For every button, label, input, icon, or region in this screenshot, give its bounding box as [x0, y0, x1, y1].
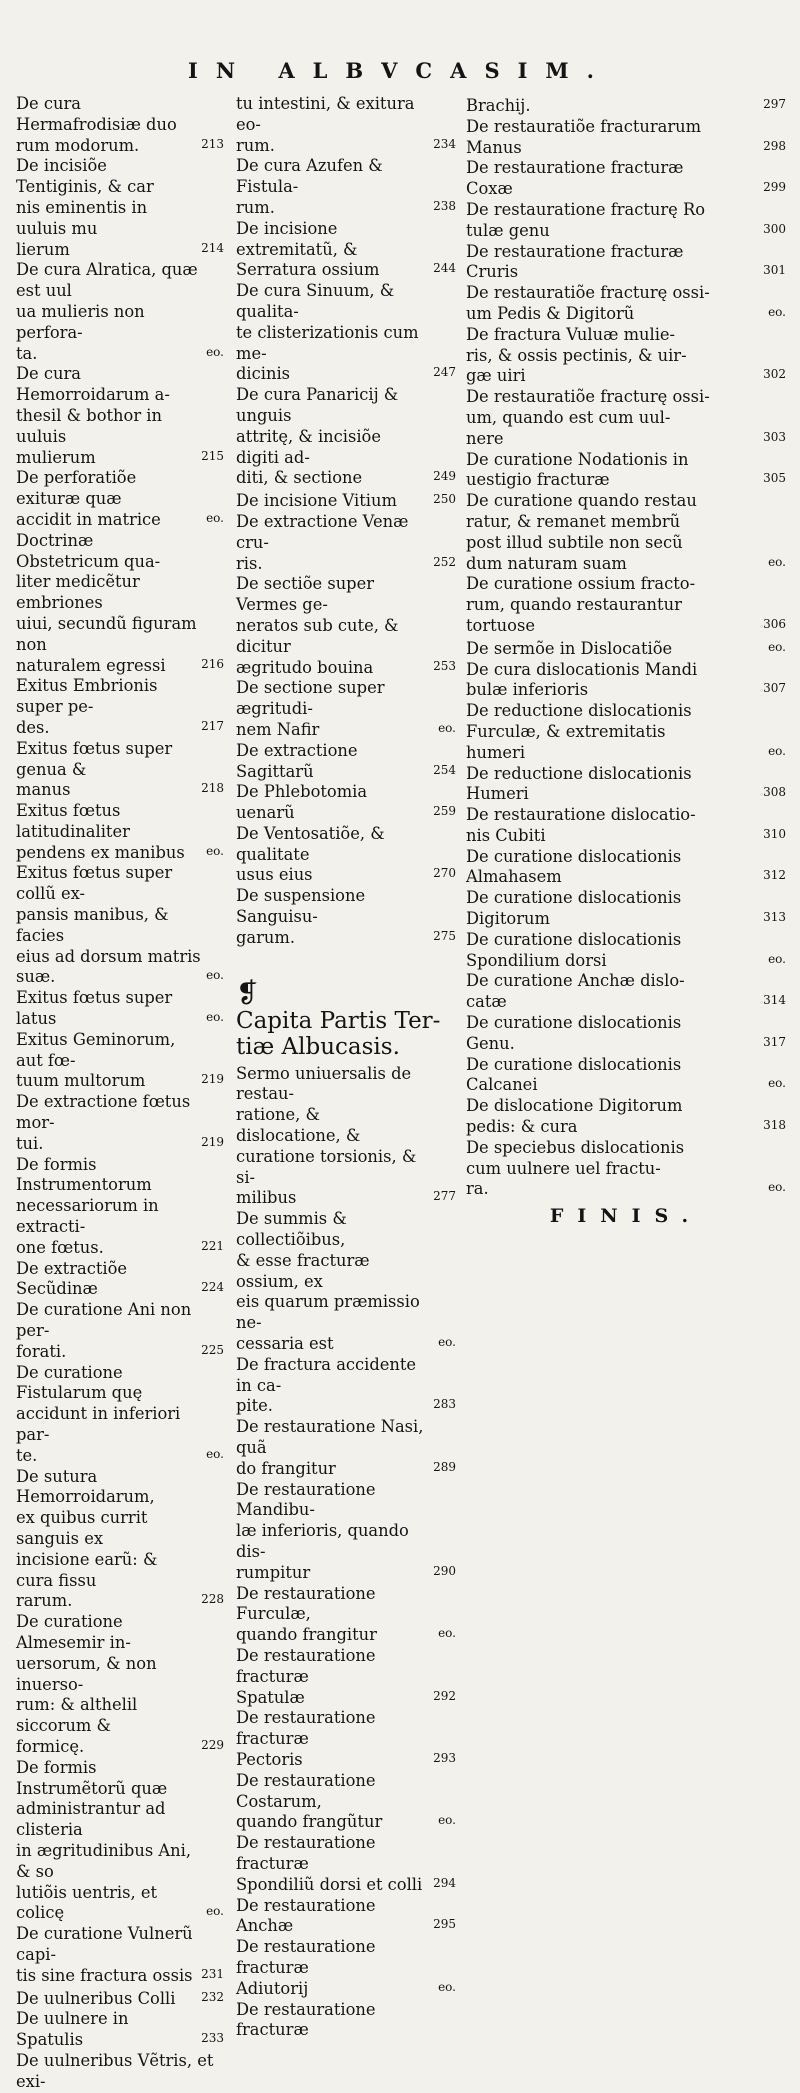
- index-entry: [16, 2009, 224, 2051]
- index-entry: [236, 156, 456, 218]
- entry-page-number: eo.: [768, 951, 786, 966]
- index-entry: [236, 1064, 456, 1210]
- entry-page-number: eo.: [768, 304, 786, 319]
- index-entry: [16, 739, 224, 801]
- index-entry: [16, 1924, 224, 1986]
- entry-page-number: 224: [201, 1280, 224, 1295]
- entry-page-number: eo.: [438, 1626, 456, 1641]
- index-entry: [466, 1055, 786, 1097]
- entry-page-number: 313: [763, 910, 786, 925]
- entry-title: De curatione Almesemir in- uersorum, & non inuerso- rum: & althelil siccorum & formicę.: [16, 1612, 157, 1756]
- index-entry: [16, 1155, 224, 1259]
- entry-title: De curatione ossium fracto- rum, quando restaurantur tortuose: [466, 574, 696, 635]
- index-entry: [236, 1833, 456, 1895]
- entry-page-number: eo.: [206, 968, 224, 983]
- entry-title: De cura Hemorroidarum a- thesil & bothor in uuluis mulierum: [16, 364, 170, 467]
- entry-title: De cura Panaricij & unguis attritę, & incisiõe digiti ad- diti, & sectione: [236, 385, 399, 488]
- entry-title: De restauratione Nasi, quã do frangitur: [236, 1417, 424, 1478]
- entry-page-number: eo.: [768, 554, 786, 569]
- entry-page-number: 270: [433, 866, 456, 881]
- entry-page-number: eo.: [438, 1813, 456, 1828]
- entry-page-number: 219: [201, 1072, 224, 1087]
- entry-page-number: 310: [763, 826, 786, 841]
- index-entry: [16, 863, 224, 988]
- entry-title: De curatione Vulnerũ capi- tis sine fractura ossis: [16, 1924, 193, 1985]
- entry-page-number: 293: [433, 1750, 456, 1765]
- index-entry: [236, 1584, 456, 1646]
- entry-page-number: 295: [433, 1917, 456, 1932]
- entry-title: De sectione super ægritudi- nem Nafir: [236, 678, 385, 739]
- entry-title: De incisione extremitatũ, & Serratura ossium: [236, 218, 380, 280]
- index-entry: [466, 158, 786, 200]
- entry-page-number: 215: [201, 448, 224, 463]
- index-entry: [466, 971, 786, 1013]
- entry-title: De speciebus dislocationis cum uulnere uel fractu- ra.: [466, 1137, 685, 1199]
- index-entry: [466, 200, 786, 242]
- entry-title: De restauratione fracturæ Coxæ: [466, 158, 684, 199]
- index-entry: [466, 491, 786, 574]
- entry-title: Doctrinæ Obstetricum qua- liter medicẽtur embriones uiui, secundũ figuram non naturalem egressi: [16, 530, 197, 675]
- entry-title: Exitus Embrionis super pe- des.: [16, 676, 158, 737]
- index-entry: [236, 1417, 456, 1479]
- entry-page-number: 219: [201, 1134, 224, 1149]
- index-entry: [466, 701, 786, 763]
- entry-title: tu intestini, & exitura eo- rum.: [236, 94, 415, 155]
- entry-title: De extractiõe Secũdinæ: [16, 1258, 128, 1299]
- entry-page-number: 294: [433, 1875, 456, 1890]
- entry-page-number: 217: [201, 718, 224, 733]
- index-entry: [466, 1096, 786, 1138]
- index-entry: [236, 489, 456, 512]
- entry-page-number: eo.: [438, 1979, 456, 1994]
- entry-title: De restauratiõe fracturę ossi- um, quando est cum uul- nere: [466, 387, 710, 448]
- index-entry: [16, 676, 224, 738]
- entry-page-number: 283: [433, 1397, 456, 1412]
- entry-title: De restauratione Mandibu- læ inferioris, quando dis- rumpitur: [236, 1479, 409, 1582]
- index-entry: [236, 2000, 456, 2042]
- entry-title: Exitus fœtus super genua & manus: [16, 738, 173, 800]
- index-entry: [466, 847, 786, 889]
- entry-page-number: eo.: [206, 1010, 224, 1025]
- entry-title: De restauratione Costarum, quando frangũtur: [236, 1770, 383, 1832]
- index-entry: [466, 325, 786, 387]
- entry-title: De extractione fœtus mor- tui.: [16, 1092, 191, 1153]
- index-entry: [466, 242, 786, 284]
- entry-page-number: eo.: [438, 1335, 456, 1350]
- entry-title: De restauratione fracturæ Spatulæ: [236, 1645, 376, 1707]
- entry-title: De fractura accidente in ca- pite.: [236, 1354, 417, 1416]
- index-entry: [236, 782, 456, 824]
- entry-page-number: 254: [433, 762, 456, 777]
- index-entry: [16, 468, 224, 530]
- entry-page-number: 233: [201, 2031, 224, 2046]
- entry-page-number: 231: [201, 1966, 224, 1981]
- entry-page-number: 238: [433, 198, 456, 213]
- entry-title: De uulnere in Spatulis: [16, 2009, 129, 2050]
- entry-title: De curatione Ani non per- forati.: [16, 1300, 192, 1361]
- entry-page-number: 290: [433, 1563, 456, 1578]
- index-entry: [16, 801, 224, 863]
- entry-title: De uulneribus Colli: [16, 1988, 176, 2008]
- index-entry: [16, 1467, 224, 1613]
- index-entry: [236, 219, 456, 281]
- entry-title: De curatione dislocationis Calcanei: [466, 1054, 682, 1095]
- entry-title: De restauratione fracturæ Spondiliũ dorsi et colli: [236, 1833, 423, 1894]
- entry-title: De dislocatione Digitorum pedis: & cura: [466, 1096, 683, 1137]
- entry-page-number: 247: [433, 365, 456, 380]
- entry-title: De curatione quando restau ratur, & remanet membrũ post illud subtile non secũ dum naturam suam: [466, 491, 697, 573]
- entry-title: De restauratiõe fracturę ossi- um Pedis & Digitorũ: [466, 283, 710, 323]
- index-entry: [236, 1771, 456, 1833]
- entry-page-number: eo.: [206, 1446, 224, 1461]
- entry-page-number: 252: [433, 554, 456, 569]
- index-entry: [236, 94, 456, 156]
- entry-title: De incisione Vitium: [236, 491, 397, 511]
- index-entry: [16, 364, 224, 468]
- section-heading-text: Capita Partis Ter- tiæ Albucasis.: [236, 1007, 441, 1060]
- index-entry: [466, 1013, 786, 1055]
- index-entry: [236, 512, 456, 574]
- entry-page-number: 232: [201, 1989, 224, 2004]
- entry-title: Brachij.: [466, 96, 531, 115]
- index-entry: [236, 886, 456, 948]
- entry-page-number: 225: [201, 1342, 224, 1357]
- entry-title: De restauratiõe fracturarum Manus: [466, 116, 702, 157]
- index-entry: [16, 1300, 224, 1362]
- index-entry: [466, 930, 786, 972]
- entry-page-number: 306: [763, 616, 786, 631]
- index-entry: [16, 988, 224, 1030]
- index-entry: [466, 283, 786, 325]
- entry-page-number: 299: [763, 180, 786, 195]
- index-entry: [16, 1987, 224, 2010]
- entry-title: De sectiõe super Vermes ge- neratos sub cute, & dicitur ægritudo bouina: [236, 574, 399, 677]
- entry-title: De restauratione Anchæ: [236, 1895, 376, 1936]
- entry-page-number: 298: [763, 138, 786, 153]
- entry-page-number: 221: [201, 1238, 224, 1253]
- index-entry: [236, 741, 456, 783]
- index-entry: [16, 1030, 224, 1092]
- entry-page-number: 275: [433, 928, 456, 943]
- index-entry: [466, 660, 786, 702]
- entry-page-number: eo.: [768, 743, 786, 758]
- index-entry: [236, 1708, 456, 1770]
- entry-title: De extractione Sagittarũ: [236, 740, 358, 781]
- entry-title: De Phlebotomia uenarũ: [236, 782, 368, 823]
- entry-title: De extractione Venæ cru- ris.: [236, 511, 409, 573]
- entry-page-number: 214: [201, 240, 224, 255]
- entry-title: De curatione Fistularum quę accidunt in inferiori par- te.: [16, 1362, 181, 1465]
- entry-page-number: eo.: [206, 1904, 224, 1919]
- index-entry: [16, 1612, 224, 1758]
- index-entry: [466, 888, 786, 930]
- entry-title: De formis Instrumẽtorũ quæ administrantur ad clisteria in ægritudinibus Ani, & so lutiõis uentris, et colicę: [16, 1757, 191, 1923]
- paragraph-mark-icon: ❡: [236, 977, 259, 1009]
- index-entry: [16, 531, 224, 677]
- entry-page-number: 305: [763, 471, 786, 486]
- entry-title: De Ventosatiõe, & qualitate usus eius: [236, 823, 385, 885]
- entry-title: De summis & collectiõibus, & esse fracturæ ossium, ex eis quarum præmissio ne- cessaria est: [236, 1209, 420, 1354]
- entry-title: Exitus fœtus super latus: [16, 988, 173, 1029]
- entry-page-number: eo.: [206, 344, 224, 359]
- entry-page-number: 277: [433, 1189, 456, 1204]
- entry-page-number: 259: [433, 804, 456, 819]
- entry-title: Sermo uniuersalis de restau- ratione, & dislocatione, & curatione torsionis, & si- milibus: [236, 1063, 417, 1208]
- entry-title: De reductione dislocationis Furculæ, & extremitatis humeri: [466, 701, 692, 762]
- index-entry: [236, 385, 456, 489]
- entry-title: De restauratione fracturæ Adiutorij: [236, 1937, 376, 1998]
- entry-page-number: 303: [763, 429, 786, 444]
- entry-page-number: 318: [763, 1118, 786, 1133]
- entry-page-number: 297: [763, 97, 786, 111]
- entry-page-number: 301: [763, 263, 786, 278]
- entry-title: De cura Sinuum, & qualita- te clisterizationis cum me- dicinis: [236, 281, 419, 384]
- entry-title: De restauratione fracturę Ro tulæ genu: [466, 199, 706, 240]
- finis-mark: FINIS.: [549, 1205, 703, 1228]
- entry-page-number: 317: [763, 1034, 786, 1049]
- index-entry: [236, 678, 456, 740]
- entry-title: De curatione Nodationis in uestigio fracturæ: [466, 449, 689, 490]
- index-column-2-upper: [236, 94, 456, 949]
- entry-title: De curatione Anchæ dislo- catæ: [466, 971, 685, 1012]
- section-heading: [236, 955, 456, 1060]
- entry-title: De sermõe in Dislocatiõe: [466, 638, 673, 658]
- entry-page-number: 289: [433, 1459, 456, 1474]
- entry-page-number: 216: [201, 656, 224, 671]
- index-entry: [236, 1355, 456, 1417]
- entry-page-number: eo.: [768, 1076, 786, 1091]
- entry-title: De cura Hermafrodisiæ duo rum modorum.: [16, 94, 177, 155]
- index-entry: [466, 117, 786, 159]
- index-entry: [16, 2051, 224, 2093]
- entry-page-number: 308: [763, 785, 786, 800]
- entry-title: De restauratione dislocatio- nis Cubiti: [466, 805, 696, 845]
- index-entry: [466, 637, 786, 660]
- entry-page-number: 218: [201, 781, 224, 796]
- index-entry: [236, 1480, 456, 1584]
- entry-title: De curatione dislocationis Almahasem: [466, 846, 682, 887]
- entry-title: De uulneribus Vẽtris, et exi-: [16, 2050, 214, 2091]
- entry-page-number: 307: [763, 681, 786, 696]
- entry-title: De curatione dislocationis Digitorum: [466, 888, 682, 929]
- entry-page-number: 312: [763, 868, 786, 883]
- index-column-1: [16, 94, 224, 2093]
- index-entry: [466, 94, 786, 117]
- index-entry: [16, 156, 224, 260]
- entry-title: Exitus fœtus super collũ ex- pansis manibus, & facies eius ad dorsum matris suæ.: [16, 863, 201, 987]
- entry-title: De sutura Hemorroidarum, ex quibus currit sanguis ex incisione earũ: & cura fissu rarum.: [16, 1466, 158, 1611]
- entry-title: De cura Azufen & Fistula- rum.: [236, 156, 383, 217]
- index-entry: [16, 1363, 224, 1467]
- index-column-3: [466, 94, 786, 1227]
- entry-title: Exitus Geminorum, aut fœ- tuum multorum: [16, 1029, 176, 1091]
- index-entry: [466, 805, 786, 847]
- entry-title: De formis Instrumentorum necessariorum in extracti- one fœtus.: [16, 1154, 159, 1257]
- index-entry: [236, 824, 456, 886]
- entry-title: De suspensione Sanguisu- garum.: [236, 886, 366, 947]
- entry-page-number: 300: [763, 221, 786, 236]
- index-entry: [236, 1937, 456, 1999]
- index-entry: [16, 1259, 224, 1301]
- entry-title: De incisiõe Tentiginis, & car nis eminentis in uuluis mu lierum: [16, 156, 154, 259]
- index-entry: [16, 260, 224, 364]
- index-entry: [236, 574, 456, 678]
- index-column-2: [236, 94, 456, 2041]
- entry-title: De fractura Vuluæ mulie- ris, & ossis pectinis, & uir- gæ uiri: [466, 324, 687, 386]
- entry-title: De restauratione fracturæ: [236, 1999, 376, 2040]
- entry-page-number: 314: [763, 993, 786, 1008]
- entry-page-number: 244: [433, 261, 456, 276]
- index-entry: [16, 1758, 224, 1924]
- index-entry: [466, 574, 786, 636]
- entry-title: De perforatiõe exituræ quæ accidit in matrice: [16, 468, 161, 529]
- index-column-2-lower: [236, 1064, 456, 2041]
- entry-title: De restauratione fracturæ Pectoris: [236, 1708, 376, 1769]
- entry-title: De cura dislocationis Mandi bulæ inferioris: [466, 659, 698, 700]
- index-column-3-entries: [466, 94, 786, 1200]
- index-entry: [236, 1209, 456, 1355]
- entry-page-number: 253: [433, 658, 456, 673]
- entry-page-number: 234: [433, 136, 456, 151]
- entry-page-number: eo.: [768, 639, 786, 654]
- index-entry: [466, 764, 786, 806]
- entry-page-number: 249: [433, 469, 456, 484]
- entry-page-number: 292: [433, 1688, 456, 1703]
- entry-title: De cura Alratica, quæ est uul ua mulieris non perfora- ta.: [16, 260, 198, 363]
- entry-page-number: eo.: [768, 1180, 786, 1195]
- entry-title: De restauratione fracturæ Cruris: [466, 241, 684, 282]
- entry-title: Exitus fœtus latitudinaliter pendens ex manibus: [16, 801, 185, 862]
- entry-title: De curatione dislocationis Spondilium dorsi: [466, 929, 682, 970]
- index-entry: [466, 1138, 786, 1200]
- entry-page-number: 213: [201, 136, 224, 151]
- entry-page-number: 302: [763, 367, 786, 382]
- index-entry: [236, 1896, 456, 1938]
- index-entry: [466, 450, 786, 492]
- entry-title: De restauratione Furculæ, quando frangitur: [236, 1583, 377, 1645]
- entry-title: De reductione dislocationis Humeri: [466, 763, 692, 804]
- entry-page-number: 228: [201, 1592, 224, 1607]
- index-entry: [236, 281, 456, 385]
- entry-page-number: eo.: [438, 720, 456, 735]
- index-entry: [16, 94, 224, 156]
- index-entry: [466, 387, 786, 449]
- index-entry: [236, 1646, 456, 1708]
- index-entry: [16, 1092, 224, 1154]
- running-header: IN ALBVCASIM.: [188, 58, 612, 83]
- entry-page-number: eo.: [206, 510, 224, 525]
- entry-title: De curatione dislocationis Genu.: [466, 1013, 682, 1053]
- entry-page-number: 250: [433, 492, 456, 507]
- entry-page-number: 229: [201, 1737, 224, 1752]
- entry-page-number: eo.: [206, 843, 224, 858]
